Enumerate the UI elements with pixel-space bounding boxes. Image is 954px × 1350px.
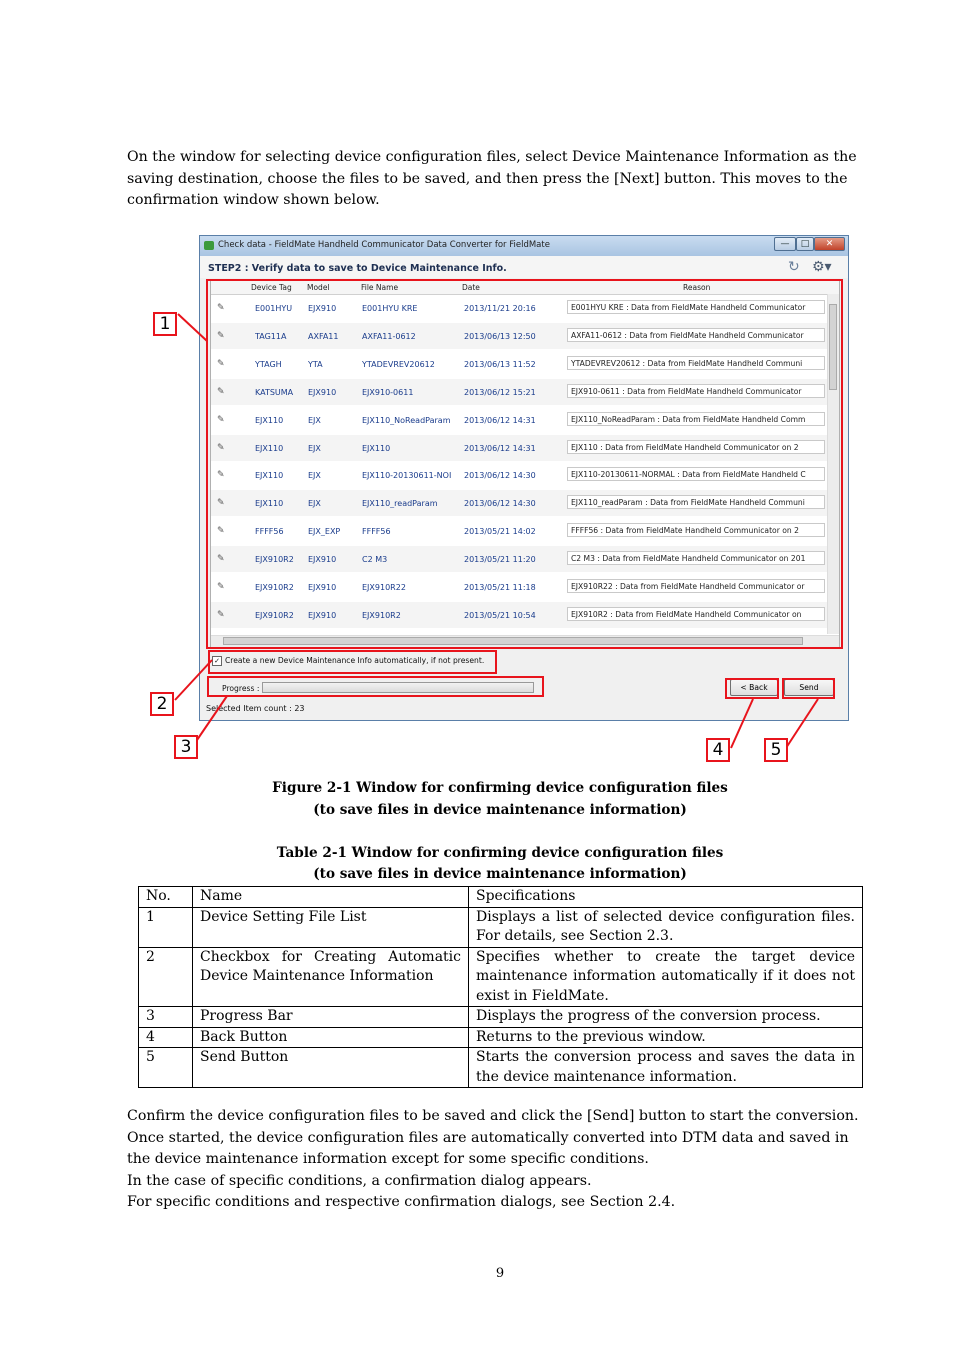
page-number: 9 <box>495 1266 505 1281</box>
refresh-icon[interactable]: ↻ <box>788 259 800 275</box>
column-header[interactable]: Reason <box>683 283 711 292</box>
cell-date: 2013/06/12 14:30 <box>464 471 536 481</box>
status-bar: Selected Item count : 23 <box>206 704 305 713</box>
cell-tag: FFFF56 <box>255 527 284 537</box>
reason-field[interactable]: EJX110_readParam : Data from FieldMate Handheld Communi <box>567 495 825 509</box>
cell-file: EJX910R22 <box>362 583 406 592</box>
callout-number: 4 <box>706 738 730 762</box>
reason-field[interactable]: EJX110 : Data from FieldMate Handheld Communicator on 2 <box>567 440 825 454</box>
reason-field[interactable]: AXFA11-0612 : Data from FieldMate Handheld Communicator <box>567 328 825 342</box>
cell-file: EJX910-0611 <box>362 387 414 397</box>
outro-paragraph <box>127 1106 875 1214</box>
cell-model: EJX <box>308 499 321 509</box>
intro-line: saving destination, choose the files to be saved, and then press the [Next] button. This moves to the <box>127 170 848 187</box>
cell-model: EJX <box>308 471 321 481</box>
table-cell: 5 <box>139 1048 193 1088</box>
table-cell: Send Button <box>193 1048 469 1088</box>
cell-model: EJX <box>308 415 321 425</box>
table-cell: Returns to the previous window. <box>469 1027 863 1048</box>
cell-tag: TAG11A <box>255 331 287 341</box>
figure-caption: (to save files in device maintenance information) <box>313 802 687 818</box>
figure-caption: Figure 2-1 Window for confirming device configuration files <box>272 780 728 796</box>
reason-field[interactable]: EJX910-0611 : Data from FieldMate Handheld Communicator <box>567 384 825 398</box>
device-edit-icon: ✎ <box>217 470 225 481</box>
cell-tag: EJX910R2 <box>255 610 294 620</box>
outro-line: In the case of specific conditions, a confirmation dialog appears. <box>127 1172 592 1189</box>
cell-file: EJX110-20130611-NOI <box>362 471 452 481</box>
cell-model: AXFA11 <box>308 331 339 341</box>
cell-tag: E001HYU <box>255 304 293 313</box>
cell-model: EJX_EXP <box>308 527 341 537</box>
cell-date: 2013/05/21 11:20 <box>464 555 536 565</box>
send-button[interactable]: Send <box>784 679 834 696</box>
table-caption: Table 2-1 Window for confirming device configuration files <box>276 845 724 861</box>
table-row <box>139 1048 863 1088</box>
cell-date: 2013/06/12 14:30 <box>464 499 536 509</box>
callout-number: 2 <box>150 692 174 716</box>
reason-field[interactable]: EJX910R22 : Data from FieldMate Handheld Communicator or <box>567 579 825 593</box>
reason-field[interactable]: EJX910R2 : Data from FieldMate Handheld Communicator on <box>567 607 825 621</box>
cell-tag: EJX110 <box>255 499 284 509</box>
cell-model: EJX910 <box>308 387 337 397</box>
checkbox-label: Create a new Device Maintenance Info automatically, if not present. <box>225 656 485 665</box>
cell-file: E001HYU KRE <box>362 304 418 313</box>
cell-tag: EJX110 <box>255 471 284 481</box>
reason-field[interactable]: C2 M3 : Data from FieldMate Handheld Communicator on 201 <box>567 551 825 565</box>
reason-field[interactable]: EJX110-20130611-NORMAL : Data from FieldMate Handheld C <box>567 467 825 481</box>
close-button[interactable]: ✕ <box>814 237 845 251</box>
cell-model: YTA <box>308 359 323 369</box>
outro-line: For specific conditions and respective confirmation dialogs, see Section 2.4. <box>127 1194 676 1211</box>
cell-date: 2013/06/12 14:31 <box>464 443 536 453</box>
cell-date: 2013/06/12 15:21 <box>464 387 536 397</box>
maximize-button[interactable]: □ <box>796 237 814 251</box>
table-cell: Device Setting File List <box>193 907 469 947</box>
cell-date: 2013/11/21 20:16 <box>464 304 536 313</box>
column-header[interactable]: Model <box>307 283 330 292</box>
table-cell: Starts the conversion process and saves the data in the device maintenance information. <box>469 1048 863 1088</box>
cell-file: EJX910R2 <box>362 610 401 620</box>
table-cell: 1 <box>139 907 193 947</box>
device-edit-icon: ✎ <box>217 303 225 313</box>
back-button[interactable]: < Back <box>730 679 778 696</box>
table-cell: Specifies whether to create the target device maintenance information automatically if it does not exist in FieldMate. <box>469 947 863 1007</box>
reason-field[interactable]: FFFF56 : Data from FieldMate Handheld Communicator on 2 <box>567 523 825 537</box>
cell-tag: EJX110 <box>255 415 284 425</box>
cell-date: 2013/05/21 11:18 <box>464 583 536 592</box>
outro-line: Once started, the device configuration files are automatically converted into DTM data and saved in <box>127 1129 849 1146</box>
table-row <box>139 947 863 1007</box>
cell-model: EJX910 <box>308 610 337 620</box>
cell-file: FFFF56 <box>362 527 391 537</box>
table-cell: 3 <box>139 1007 193 1028</box>
column-header[interactable]: File Name <box>361 283 399 292</box>
cell-file: EJX110_NoReadParam <box>362 415 451 425</box>
table-row <box>139 1027 863 1048</box>
device-edit-icon: ✎ <box>217 414 225 425</box>
cell-model: EJX910 <box>308 555 337 565</box>
step-title: STEP2 : Verify data to save to Device Maintenance Info. <box>208 263 507 274</box>
device-edit-icon: ✎ <box>217 498 225 509</box>
reason-field[interactable]: EJX110_NoReadParam : Data from FieldMate Handheld Comm <box>567 412 825 426</box>
cell-date: 2013/05/21 14:02 <box>464 527 536 537</box>
outro-line: Confirm the device configuration files to be saved and click the [Send] button to start the conversion. <box>127 1108 859 1124</box>
device-edit-icon: ✎ <box>217 554 225 565</box>
device-edit-icon: ✎ <box>217 358 225 369</box>
cell-date: 2013/06/13 12:50 <box>464 331 536 341</box>
table-cell: Checkbox for Creating Automatic Device Maintenance Information <box>193 947 469 1007</box>
table-header: No. <box>139 887 193 908</box>
callout-number: 3 <box>174 735 198 759</box>
table-cell: Progress Bar <box>193 1007 469 1028</box>
intro-line: confirmation window shown below. <box>127 192 380 209</box>
table-cell: Displays a list of selected device configuration files. For details, see Section 2.3. <box>469 907 863 947</box>
cell-date: 2013/06/12 14:31 <box>464 415 536 425</box>
table-header: Name <box>193 887 469 908</box>
table-caption: (to save files in device maintenance information) <box>313 866 687 882</box>
callout-number: 1 <box>153 312 177 336</box>
intro-line: On the window for selecting device configuration files, select Device Maintenance Information as the <box>127 149 857 165</box>
minimize-button[interactable]: — <box>774 237 796 251</box>
column-header[interactable]: Date <box>462 283 480 292</box>
cell-model: EJX910 <box>308 583 337 592</box>
table-row <box>139 1007 863 1028</box>
device-edit-icon: ✎ <box>217 526 225 537</box>
cell-tag: YTAGH <box>255 359 282 369</box>
table-header: Specifications <box>469 887 863 908</box>
cell-file: EJX110 <box>362 443 391 453</box>
device-edit-icon: ✎ <box>217 582 225 592</box>
outro-line: the device maintenance information except for some specific conditions. <box>127 1151 649 1168</box>
cell-tag: KATSUMA <box>255 387 294 397</box>
cell-model: EJX910 <box>308 304 337 313</box>
reason-field[interactable]: E001HYU KRE : Data from FieldMate Handheld Communicator <box>567 300 825 314</box>
cell-tag: EJX110 <box>255 443 284 453</box>
cell-file: YTADEVREV20612 <box>362 359 435 369</box>
cell-file: C2 M3 <box>362 555 388 565</box>
cell-file: EJX110_readParam <box>362 499 438 509</box>
spec-table <box>138 886 863 1088</box>
callout-number: 5 <box>764 738 788 762</box>
device-edit-icon: ✎ <box>217 609 225 620</box>
table-cell: Back Button <box>193 1027 469 1048</box>
cell-tag: EJX910R2 <box>255 583 294 592</box>
table-cell: 4 <box>139 1027 193 1048</box>
progress-label: Progress : <box>222 684 260 693</box>
table-row <box>139 907 863 947</box>
device-edit-icon: ✎ <box>217 330 225 341</box>
cell-tag: EJX910R2 <box>255 555 294 565</box>
cell-model: EJX <box>308 443 321 453</box>
column-header[interactable]: Device Tag <box>251 283 292 292</box>
table-header-row <box>139 887 863 908</box>
cell-file: AXFA11-0612 <box>362 331 416 341</box>
settings-gear-icon[interactable]: ⚙▾ <box>812 259 832 275</box>
auto-create-checkbox[interactable]: ✓ <box>212 656 222 666</box>
window-title: Check data - FieldMate Handheld Communicator Data Converter for FieldMate <box>218 240 550 250</box>
table-cell: 2 <box>139 947 193 1007</box>
cell-date: 2013/06/13 11:52 <box>464 359 536 369</box>
device-edit-icon: ✎ <box>217 442 225 453</box>
device-edit-icon: ✎ <box>217 386 225 397</box>
cell-date: 2013/05/21 10:54 <box>464 610 536 620</box>
table-cell: Displays the progress of the conversion process. <box>469 1007 863 1028</box>
reason-field[interactable]: YTADEVREV20612 : Data from FieldMate Handheld Communi <box>567 356 825 370</box>
